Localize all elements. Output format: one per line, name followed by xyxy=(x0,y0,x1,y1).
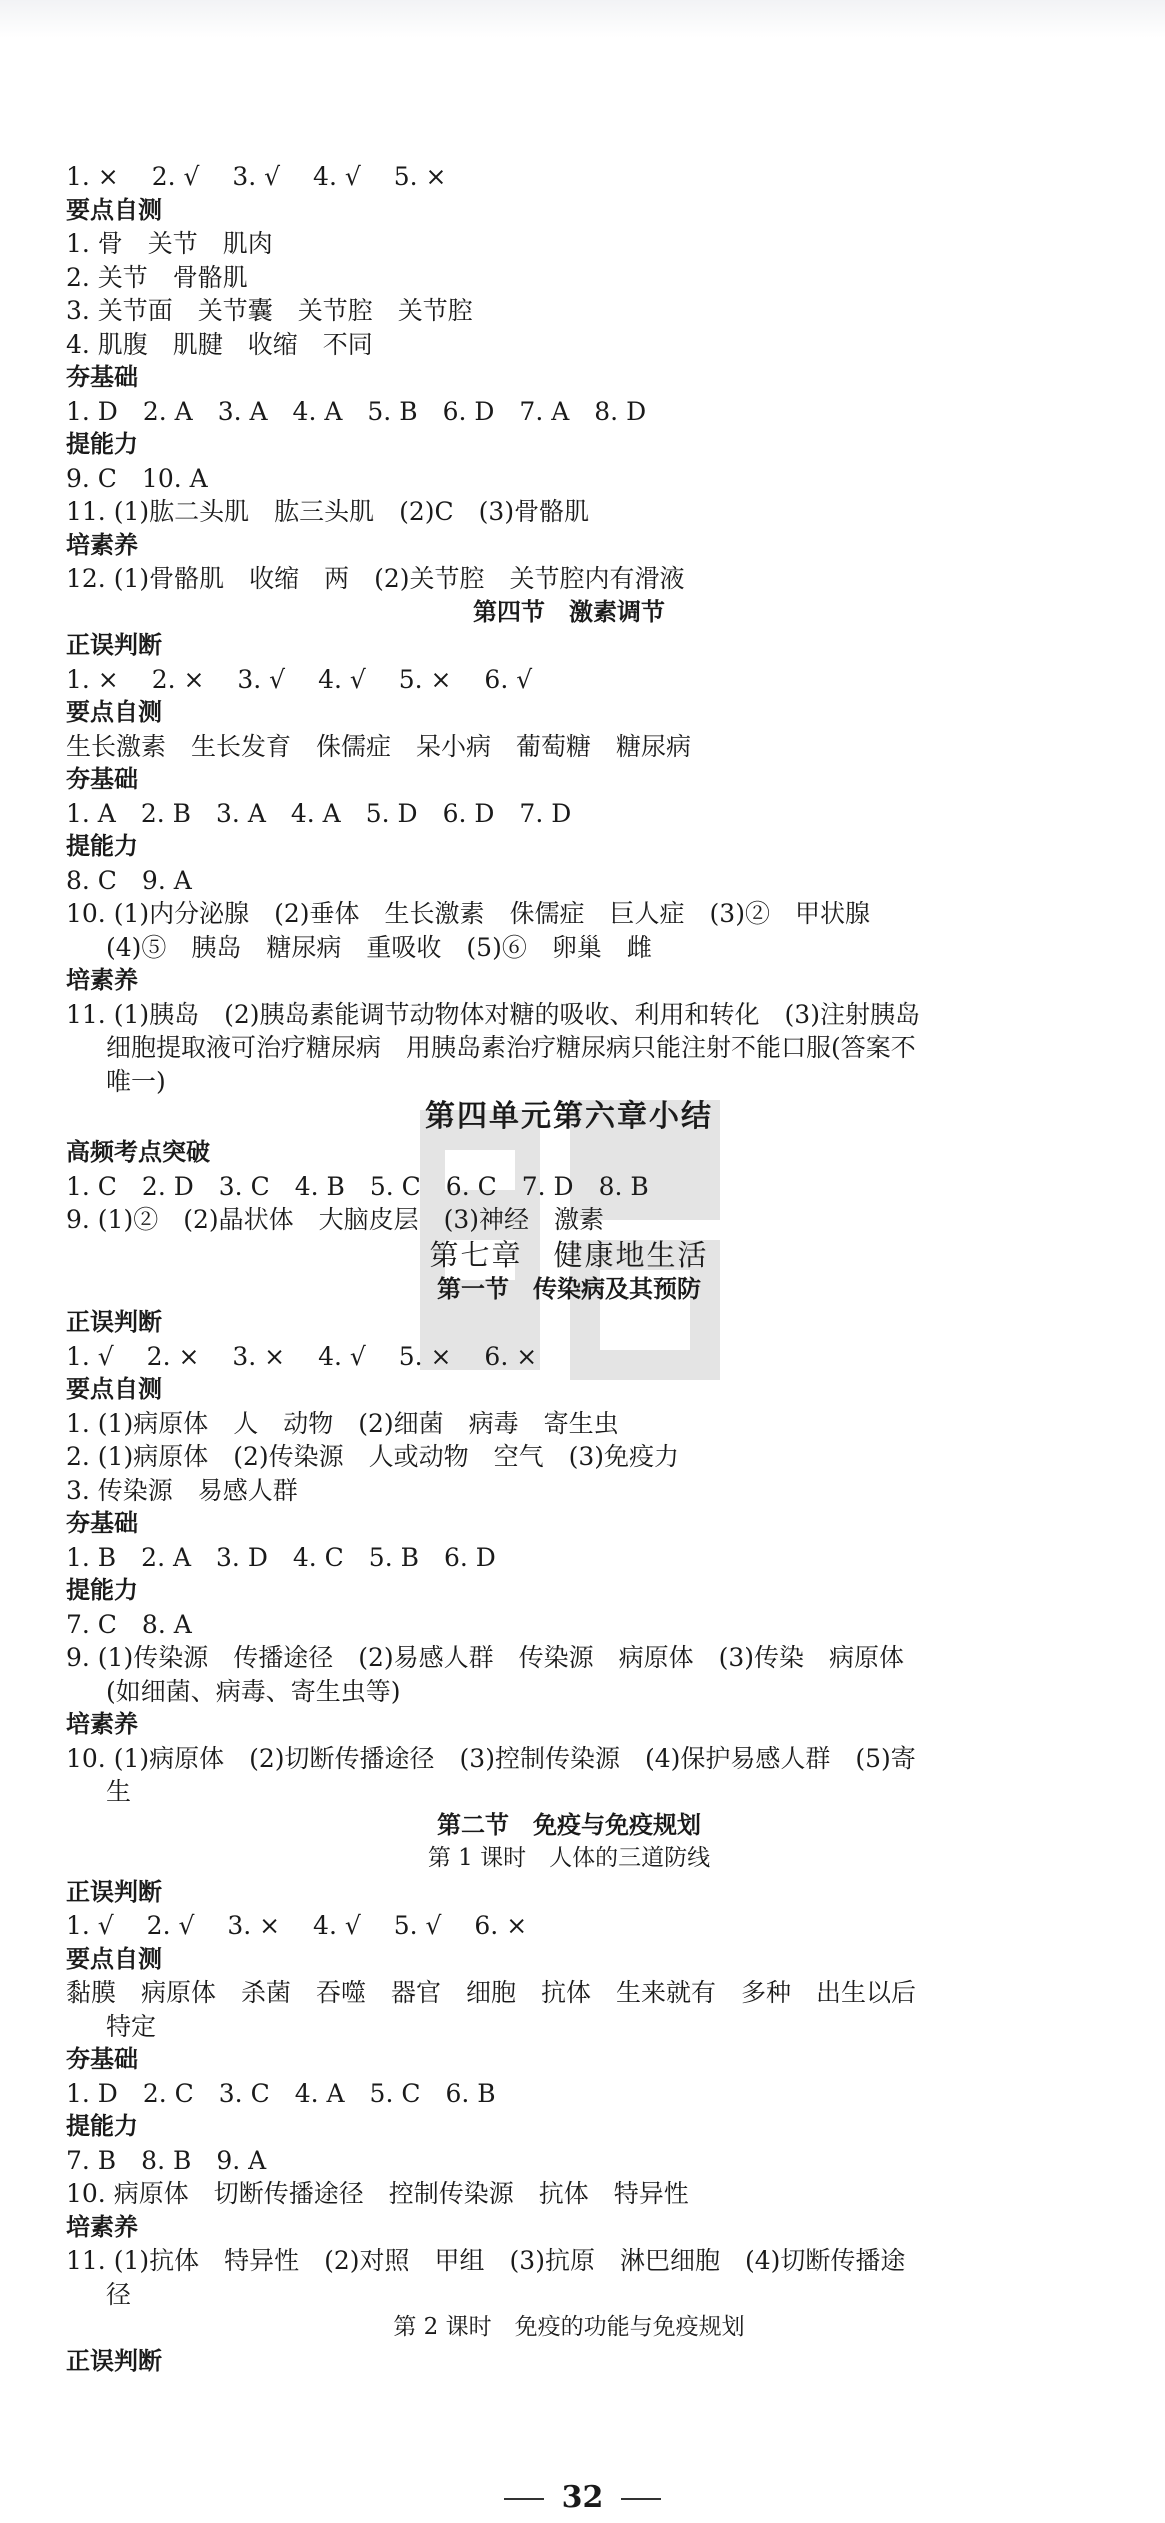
section-heading: 夯基础 xyxy=(66,2045,138,2073)
section-heading: 夯基础 xyxy=(66,363,138,391)
answer-line: 2. (1)病原体 (2)传染源 人或动物 空气 (3)免疫力 xyxy=(66,1442,680,1471)
section-title: 第四节 激素调节 xyxy=(473,597,665,626)
answer-line: 1. (1)病原体 人 动物 (2)细菌 病毒 寄生虫 xyxy=(66,1408,619,1438)
answer-line: 12. (1)骨骼肌 收缩 两 (2)关节腔 关节腔内有滑液 xyxy=(66,564,685,593)
answer-line: 10. (1)病原体 (2)切断传播途径 (3)控制传染源 (4)保护易感人群 (5)寄 xyxy=(66,1743,916,1773)
answer-line: 9. (1)② (2)晶状体 大脑皮层 (3)神经 激素 xyxy=(66,1205,605,1234)
answer-line: 1. D 2. A 3. A 4. A 5. B 6. D 7. A 8. D xyxy=(66,396,647,426)
section-heading: 要点自测 xyxy=(66,1944,162,1973)
lesson-title: 第 1 课时 人体的三道防线 xyxy=(427,1845,711,1871)
answer-continuation: (如细菌、病毒、寄生虫等) xyxy=(106,1676,401,1706)
answer-continuation: 生 xyxy=(106,1777,132,1806)
answer-line: 10. (1)内分泌腺 (2)垂体 生长激素 侏儒症 巨人症 (3)② 甲状腺 xyxy=(66,899,870,928)
section-heading: 正误判断 xyxy=(66,2346,162,2375)
section-heading: 培素养 xyxy=(66,530,138,559)
answer-line: 4. 肌腹 肌腱 收缩 不同 xyxy=(66,329,373,359)
answer-line: 1. D 2. C 3. C 4. A 5. C 6. B xyxy=(66,2078,496,2108)
section-heading: 要点自测 xyxy=(66,698,162,726)
answer-line: 1. √ 2. × 3. × 4. √ 5. × 6. × xyxy=(66,1341,538,1371)
answer-document xyxy=(66,160,1072,2378)
section-heading: 培素养 xyxy=(66,966,138,994)
answer-line: 3. 传染源 易感人群 xyxy=(66,1475,298,1505)
section-heading: 培素养 xyxy=(66,2212,138,2241)
answer-line: 1. A 2. B 3. A 4. A 5. D 6. D 7. D xyxy=(66,798,572,828)
section-heading: 培素养 xyxy=(66,1710,138,1738)
answer-line: 3. 关节面 关节囊 关节腔 关节腔 xyxy=(66,296,473,325)
section-heading: 正误判断 xyxy=(66,631,162,659)
answer-continuation: 唯一) xyxy=(106,1066,166,1096)
section-heading: 正误判断 xyxy=(66,1308,162,1336)
answer-continuation: 细胞提取液可治疗糖尿病 用胰岛素治疗糖尿病只能注射不能口服(答案不 xyxy=(106,1033,916,1062)
answer-line: 7. C 8. A xyxy=(66,1609,192,1639)
section-heading: 提能力 xyxy=(66,430,138,458)
section-heading: 高频考点突破 xyxy=(66,1138,210,1166)
answer-line: 1. × 2. √ 3. √ 4. √ 5. × xyxy=(66,162,447,191)
answer-line: 8. C 9. A xyxy=(66,865,192,895)
answer-line: 11. (1)抗体 特异性 (2)对照 甲组 (3)抗原 淋巴细胞 (4)切断传播途 xyxy=(66,2246,906,2275)
answer-line: 9. C 10. A xyxy=(66,463,208,493)
answer-line: 1. B 2. A 3. D 4. C 5. B 6. D xyxy=(66,1542,496,1572)
lesson-title: 第 2 课时 免疫的功能与免疫规划 xyxy=(393,2314,745,2340)
footer-dash-right xyxy=(621,2498,661,2500)
section-heading: 夯基础 xyxy=(66,765,138,793)
answer-line: 1. √ 2. √ 3. × 4. √ 5. √ 6. × xyxy=(66,1911,528,1940)
section-heading: 要点自测 xyxy=(66,195,162,224)
answer-line: 1. 骨 关节 肌肉 xyxy=(66,229,273,258)
section-heading: 提能力 xyxy=(66,2112,138,2140)
section-heading: 正误判断 xyxy=(66,1877,162,1906)
chapter-summary-title: 第四单元第六章小结 xyxy=(425,1099,713,1134)
section-title: 第二节 免疫与免疫规划 xyxy=(437,1810,701,1839)
answer-line: 11. (1)胰岛 (2)胰岛素能调节动物体对糖的吸收、利用和转化 (3)注射胰岛 xyxy=(66,999,920,1029)
answer-line: 10. 病原体 切断传播途径 控制传染源 抗体 特异性 xyxy=(66,2179,689,2208)
answer-line: 黏膜 病原体 杀菌 吞噬 器官 细胞 抗体 生来就有 多种 出生以后 xyxy=(66,1978,917,2007)
page-footer xyxy=(0,2480,1165,2515)
answer-line: 1. C 2. D 3. C 4. B 5. C 6. C 7. D 8. B xyxy=(66,1171,649,1201)
answer-line: 7. B 8. B 9. A xyxy=(66,2145,267,2175)
section-heading: 要点自测 xyxy=(66,1375,162,1403)
section-heading: 夯基础 xyxy=(66,1509,138,1537)
answer-line: 2. 关节 骨骼肌 xyxy=(66,262,248,292)
answer-continuation: 径 xyxy=(106,2279,132,2309)
answer-continuation: (4)⑤ 胰岛 糖尿病 重吸收 (5)⑥ 卵巢 雌 xyxy=(106,932,652,962)
page-number: 32 xyxy=(561,2480,604,2515)
answer-continuation: 特定 xyxy=(106,2011,157,2041)
chapter-title: 第七章 健康地生活 xyxy=(429,1237,709,1272)
answer-line: 生长激素 生长发育 侏儒症 呆小病 葡萄糖 糖尿病 xyxy=(66,731,692,761)
section-heading: 提能力 xyxy=(66,1576,138,1604)
answer-line: 9. (1)传染源 传播途径 (2)易感人群 传染源 病原体 (3)传染 病原体 xyxy=(66,1643,905,1672)
top-shade xyxy=(0,0,1165,38)
section-title: 第一节 传染病及其预防 xyxy=(437,1274,701,1303)
section-heading: 提能力 xyxy=(66,832,138,860)
answer-line: 11. (1)肱二头肌 肱三头肌 (2)C (3)骨骼肌 xyxy=(66,497,590,526)
footer-dash-left xyxy=(504,2498,544,2500)
answer-line: 1. × 2. × 3. √ 4. √ 5. × 6. √ xyxy=(66,664,533,694)
